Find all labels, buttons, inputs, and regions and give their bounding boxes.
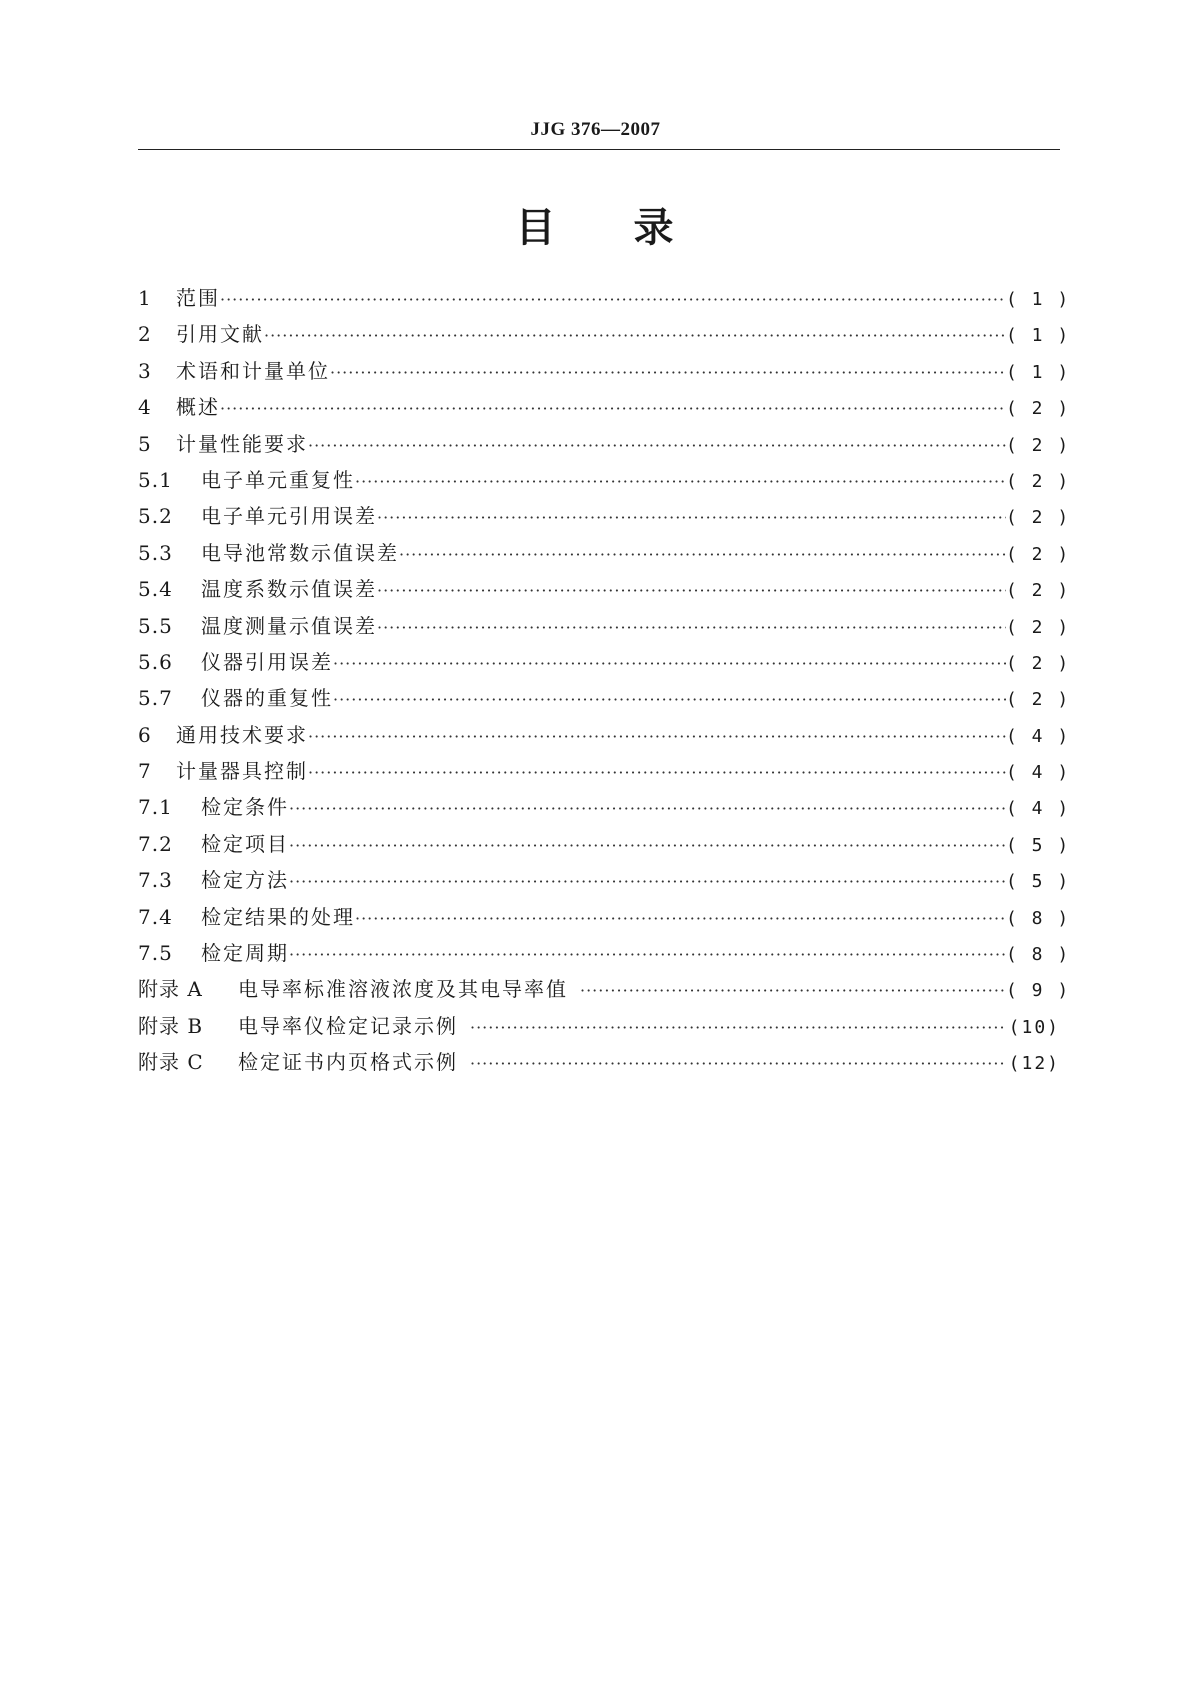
toc-entry-number: 6 <box>138 722 152 747</box>
toc-entry[interactable] <box>138 717 1071 753</box>
toc-entry-page: ( 9 ) <box>1006 980 1071 1002</box>
toc-entry[interactable] <box>138 753 1071 789</box>
toc-dot-leader <box>308 428 1006 464</box>
toc-entry[interactable] <box>138 789 1071 825</box>
toc-entry[interactable] <box>138 680 1071 716</box>
toc-entry[interactable] <box>138 1008 1060 1044</box>
toc-entry-label: 仪器的重复性 <box>201 686 333 711</box>
toc-entry-label: 范围 <box>176 286 220 310</box>
toc-entry[interactable] <box>138 608 1071 644</box>
toc-entry-number: 7.3 <box>138 868 173 893</box>
toc-entry-page: ( 2 ) <box>1006 652 1071 674</box>
standard-code: JJG 376—2007 <box>530 119 661 140</box>
toc-entry-page: ( 2 ) <box>1006 616 1071 638</box>
toc-entry-page: ( 2 ) <box>1006 689 1071 711</box>
toc-entry-number: 7.4 <box>138 904 173 929</box>
toc-entry-label: 电导率标准溶液浓度及其电导率值 <box>238 977 568 1002</box>
toc-entry-number: 3 <box>138 358 152 383</box>
toc-entry[interactable] <box>138 462 1071 498</box>
toc-dot-leader <box>399 537 1006 573</box>
toc-dot-leader <box>308 719 1006 755</box>
toc-entry-number: 5.2 <box>138 504 173 529</box>
toc-entry-number: 7.5 <box>138 941 173 966</box>
toc-entry-label: 电子单元引用误差 <box>201 504 377 529</box>
toc-title: 目 录 <box>515 205 676 251</box>
toc-entry[interactable] <box>138 316 1071 352</box>
toc-entry-label: 温度测量示值误差 <box>201 613 377 638</box>
toc-entry[interactable] <box>138 426 1071 462</box>
toc-dot-leader <box>377 610 1006 646</box>
toc-entry-label: 仪器引用误差 <box>201 649 333 674</box>
toc-entry-number: 5.5 <box>138 613 173 638</box>
toc-dot-leader <box>580 973 1006 1009</box>
toc-entry-page: ( 1 ) <box>1006 361 1071 383</box>
toc-entry-number: 4 <box>138 395 152 420</box>
toc-entry-label: 检定周期 <box>201 941 289 966</box>
toc-entry-number: 5.7 <box>138 686 173 711</box>
toc-entry-number: 7.2 <box>138 831 173 856</box>
toc-entry-label: 术语和计量单位 <box>176 358 330 383</box>
toc-dot-leader <box>470 1046 1006 1082</box>
toc-dot-leader <box>333 682 1006 718</box>
toc-dot-leader <box>377 573 1006 609</box>
toc-entry-page: ( 2 ) <box>1006 434 1071 456</box>
toc-entry-label: 引用文献 <box>176 322 264 347</box>
toc-entry[interactable] <box>138 389 1071 425</box>
toc-dot-leader <box>333 646 1006 682</box>
toc-entry-page: ( 2 ) <box>1006 580 1071 602</box>
toc-entry-page: ( 2 ) <box>1006 507 1071 529</box>
toc-entry[interactable] <box>138 862 1071 898</box>
toc-entry-number: 附录 C <box>138 1050 204 1075</box>
toc-entry-page: ( 2 ) <box>1006 470 1071 492</box>
toc-entry-number: 5.3 <box>138 540 173 565</box>
toc-dot-leader <box>289 864 1006 900</box>
toc-entry-label: 电导池常数示值误差 <box>201 540 399 565</box>
toc-entry[interactable] <box>138 280 1071 316</box>
toc-entry-page: (10) <box>1008 1016 1060 1038</box>
toc-dot-leader <box>355 901 1006 937</box>
toc-dot-leader <box>330 355 1006 391</box>
toc-entry[interactable] <box>138 935 1071 971</box>
toc-entry-label: 检定方法 <box>201 868 289 893</box>
toc-dot-leader <box>289 791 1006 827</box>
toc-entry-page: ( 8 ) <box>1006 944 1071 966</box>
toc-dot-leader <box>289 828 1006 864</box>
toc-entry[interactable] <box>138 971 1071 1007</box>
toc-dot-leader <box>470 1010 1006 1046</box>
toc-entry-page: (12) <box>1008 1053 1060 1075</box>
toc-entry-label: 电子单元重复性 <box>201 467 355 492</box>
toc-entry-label: 电导率仪检定记录示例 <box>238 1013 458 1038</box>
toc-dot-leader <box>289 937 1006 973</box>
header-rule <box>138 149 1060 150</box>
toc-entry[interactable] <box>138 353 1071 389</box>
toc-dot-leader <box>220 391 1006 427</box>
toc-entry-label: 通用技术要求 <box>176 722 308 747</box>
toc-entry-number: 7.1 <box>138 795 173 820</box>
toc-entry-number: 7 <box>138 759 152 784</box>
toc-entry-page: ( 2 ) <box>1006 398 1071 420</box>
toc-entry[interactable] <box>138 571 1071 607</box>
toc-dot-leader <box>264 318 1006 354</box>
toc-entry-page: ( 1 ) <box>1006 325 1071 347</box>
toc-entry-number: 附录 B <box>138 1013 204 1038</box>
toc-entry-page: ( 5 ) <box>1006 871 1071 893</box>
toc-entry[interactable] <box>138 899 1071 935</box>
toc-entry-number: 5.6 <box>138 649 173 674</box>
toc-entry[interactable] <box>138 498 1071 534</box>
toc-entry-label: 温度系数示值误差 <box>201 577 377 602</box>
toc-dot-leader <box>377 500 1006 536</box>
toc-entry-page: ( 4 ) <box>1006 798 1071 820</box>
toc-entry-label: 计量器具控制 <box>176 759 308 784</box>
toc-entry[interactable] <box>138 644 1071 680</box>
toc-entry-number: 2 <box>138 322 152 347</box>
toc-entry[interactable] <box>138 1044 1060 1080</box>
toc-dot-leader <box>355 464 1006 500</box>
toc-entry-label: 计量性能要求 <box>176 431 308 456</box>
toc-entry-label: 检定项目 <box>201 831 289 856</box>
toc-entry-number: 5.4 <box>138 577 173 602</box>
toc-entry-page: ( 2 ) <box>1006 543 1071 565</box>
toc-entry-number: 5.1 <box>138 467 173 492</box>
toc-entry-page: ( 8 ) <box>1006 907 1071 929</box>
toc-entry-number: 附录 A <box>138 977 203 1002</box>
toc-entry-page: ( 4 ) <box>1006 762 1071 784</box>
toc-entry-number: 5 <box>138 431 152 456</box>
toc-entry-label: 检定证书内页格式示例 <box>238 1050 458 1075</box>
toc-entry[interactable] <box>138 535 1071 571</box>
toc-entry-number: 1 <box>138 286 152 310</box>
toc-dot-leader <box>220 282 1006 318</box>
toc-entry-page: ( 1 ) <box>1006 289 1071 310</box>
toc-entry-label: 检定条件 <box>201 795 289 820</box>
toc-entry-label: 概述 <box>176 395 220 420</box>
toc-entry-page: ( 4 ) <box>1006 725 1071 747</box>
toc-entry[interactable] <box>138 826 1071 862</box>
toc-dot-leader <box>308 755 1006 791</box>
table-of-contents <box>138 280 1071 1081</box>
toc-entry-label: 检定结果的处理 <box>201 904 355 929</box>
toc-entry-page: ( 5 ) <box>1006 834 1071 856</box>
